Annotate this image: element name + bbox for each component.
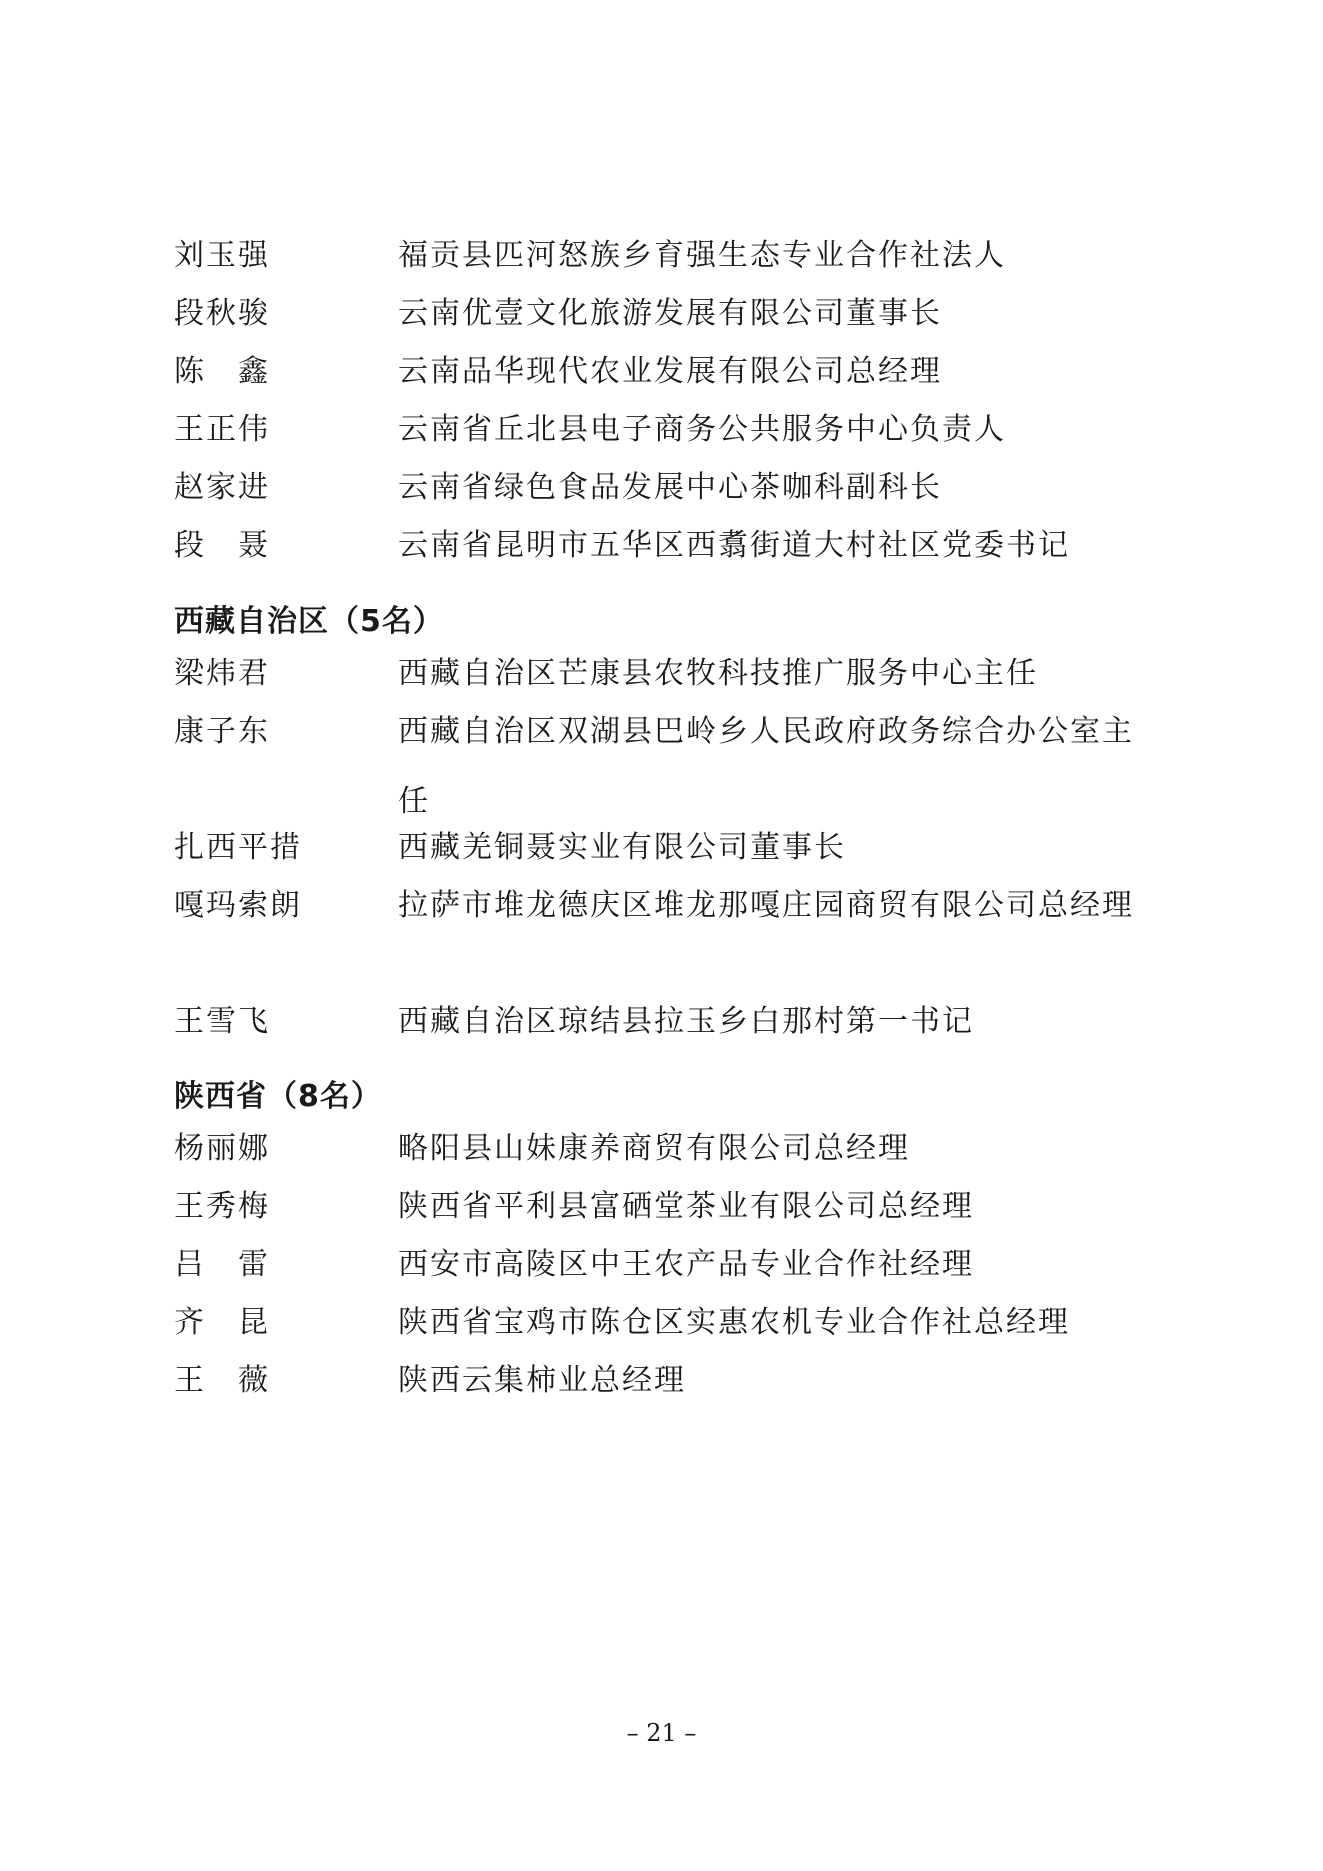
person-name: 王薇	[174, 1363, 302, 1398]
person-title: 云南省昆明市五华区西翥街道大村社区党委书记	[398, 528, 1070, 563]
person-name: 齐昆	[174, 1305, 302, 1340]
person-title: 云南品华现代农业发展有限公司总经理	[398, 354, 942, 389]
person-name: 吕雷	[174, 1247, 302, 1282]
person-title: 西藏羌铜聂实业有限公司董事长	[398, 830, 846, 865]
person-title: 西藏自治区琼结县拉玉乡白那村第一书记	[398, 1004, 974, 1039]
person-title: 陕西省平利县富硒堂茶业有限公司总经理	[398, 1189, 974, 1224]
person-name: 陈鑫	[174, 354, 302, 389]
person-title: 福贡县匹河怒族乡育强生态专业合作社法人	[398, 238, 1006, 273]
person-name: 王秀梅	[174, 1189, 270, 1224]
section-heading-shaanxi: 陕西省（8名）	[174, 1079, 382, 1114]
person-title: 陕西云集柿业总经理	[398, 1363, 686, 1398]
person-name: 王雪飞	[174, 1004, 270, 1039]
person-name: 刘玉强	[174, 238, 270, 273]
person-title: 云南省绿色食品发展中心茶咖科副科长	[398, 470, 942, 505]
person-title: 西藏自治区芒康县农牧科技推广服务中心主任	[398, 656, 1038, 691]
person-name: 段聂	[174, 528, 302, 563]
person-name: 赵家进	[174, 470, 270, 505]
section-heading-tibet: 西藏自治区（5名）	[174, 604, 444, 639]
page-number: – 21 –	[626, 1719, 697, 1747]
person-name: 康子东	[174, 714, 270, 749]
person-name: 扎西平措	[174, 830, 302, 865]
person-title: 略阳县山妹康养商贸有限公司总经理	[398, 1131, 910, 1166]
person-title: 陕西省宝鸡市陈仓区实惠农机专业合作社总经理	[398, 1305, 1070, 1340]
person-name: 梁炜君	[174, 656, 270, 691]
person-title: 西安市高陵区中王农产品专业合作社经理	[398, 1247, 974, 1282]
person-title: 云南优壹文化旅游发展有限公司董事长	[398, 296, 942, 331]
person-name: 嘎玛索朗	[174, 888, 302, 923]
person-title: 西藏自治区双湖县巴岭乡人民政府政务综合办公室主任	[398, 714, 1134, 819]
person-title: 拉萨市堆龙德庆区堆龙那嘎庄园商贸有限公司总经理	[398, 888, 1134, 923]
person-name: 王正伟	[174, 412, 270, 447]
person-name: 段秋骏	[174, 296, 270, 331]
person-name: 杨丽娜	[174, 1131, 270, 1166]
person-title: 云南省丘北县电子商务公共服务中心负责人	[398, 412, 1006, 447]
